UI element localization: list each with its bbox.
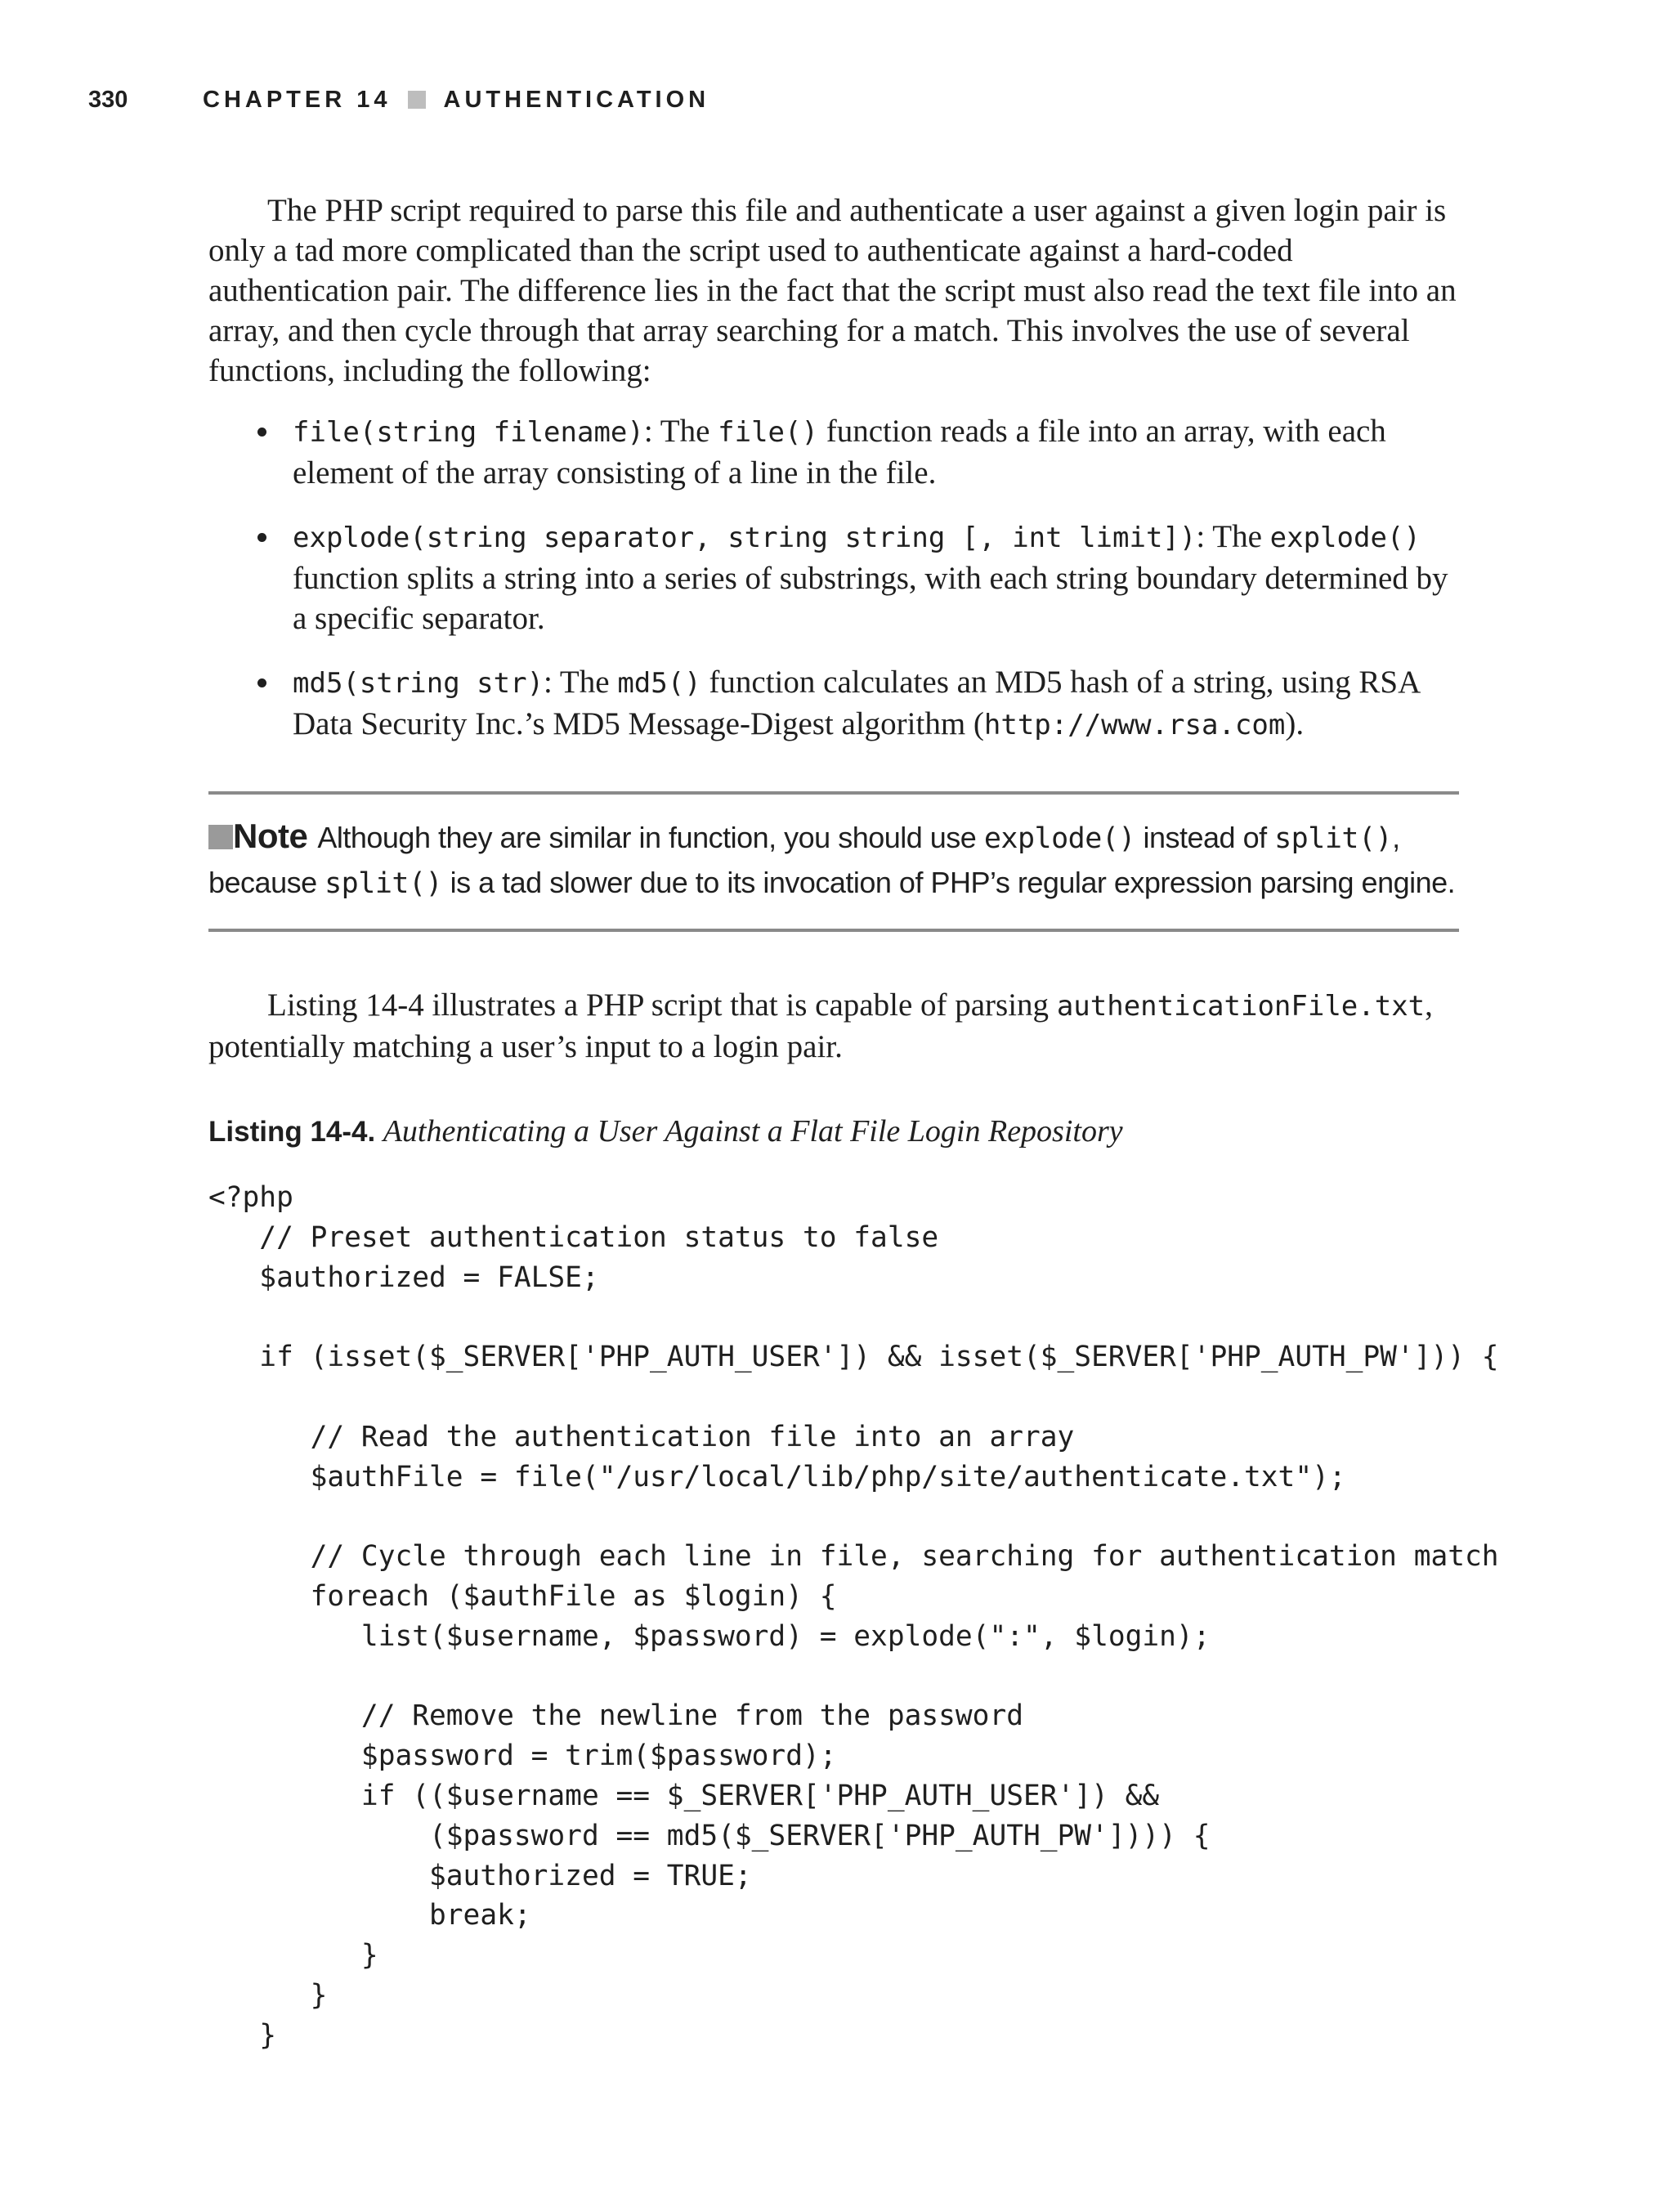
page-number: 330 [88,86,128,113]
function-signature: explode(string separator, string string [, int limit]) [293,522,1197,554]
running-header [88,82,709,118]
note-code: explode() [983,822,1135,855]
listing-intro-text: , potentially matching a user’s input to a login pair. [208,987,1433,1064]
bullet-text: function splits a string into a series of substrings, with each string boundary determined by a specific separator. [293,561,1448,636]
intro-block [208,190,1459,391]
function-name: explode() [1269,522,1421,554]
header-separator-square [408,91,426,109]
bullet-text: : The [544,665,618,700]
note-square-icon [208,825,233,849]
bullet-icon [257,428,266,437]
bullet-text: : The [643,414,718,449]
function-signature: md5(string str) [293,667,544,700]
function-name: md5() [617,667,701,700]
bullet-text: : The [1196,519,1270,554]
listing-intro-text: Listing 14-4 illustrates a PHP script that is capable of parsing [267,987,1057,1023]
listing-label: Listing 14-4. [208,1116,376,1148]
listing-caption-block [208,1112,1459,1152]
function-signature: file(string filename) [293,416,644,449]
bullet-icon [257,533,266,542]
list-item [208,517,1459,638]
url-link: http://www.rsa.com [983,709,1286,741]
section-label: AUTHENTICATION [443,86,710,113]
listing-intro-block [208,985,1459,1067]
note-code: split() [325,867,443,900]
function-list [208,411,1459,746]
bullet-icon [257,678,266,687]
listing-title: Authenticating a User Against a Flat File Login Repository [383,1114,1123,1149]
chapter-label: CHAPTER 14 [203,86,392,113]
note-text [208,814,1459,906]
function-name: file() [718,416,818,449]
note-text-part: is a tad slower due to its invocation of PHP’s regular expression parsing engine. [442,866,1456,899]
bullet-text: function reads a file into an array, with each element of the array consisting of a line in the file. [293,414,1386,490]
note-label: Note [233,817,308,855]
note-text-part: , because [208,821,1400,899]
listing-intro-paragraph [208,985,1459,1067]
listing-caption [208,1112,1459,1152]
list-item [208,411,1459,493]
bullet-text: function calculates an MD5 hash of a string, using RSA Data Security Inc.’s MD5 Message-Digest algorithm ( [293,665,1420,741]
code-listing: <?php // Preset authentication status to false $authorized = FALSE; if (isset($_SERVER['PHP_AUTH_USER']) && isset($_SERVER['PHP_AUTH_PW'])) { // Read the authentication file into an array $authFile = file("/usr/local/lib/php/site/authenticate.txt"); // Cycle through each line in file, searching for authentication match foreach ($authFile as $login) { list($username, $password) = explode(":", $login); // Remove the newline from the password $password = trim($password); if (($username == $_SERVER['PHP_AUTH_USER']) && ($password == md5($_SERVER['PHP_AUTH_PW']))) { $authorized = TRUE; break; } } } [208,1181,1499,2052]
bullet-text: ). [1285,706,1305,741]
note-text-part: Although they are similar in function, you should use [317,821,984,854]
filename-code: authenticationFile.txt [1056,990,1426,1023]
note-box [208,791,1459,932]
list-item [208,662,1459,746]
code-block [208,1178,1499,2056]
note-text-part: instead of [1135,821,1275,854]
intro-paragraph: The PHP script required to parse this file and authenticate a user against a given login pair is only a tad more complicated than the script used to authenticate against a hard-coded authentication pair. The difference lies in the fact that the script must also read the text file into an array, and then cycle through that array searching for a match. This involves the use of several functions, including the following: [208,193,1457,388]
note-code: split() [1274,822,1393,855]
